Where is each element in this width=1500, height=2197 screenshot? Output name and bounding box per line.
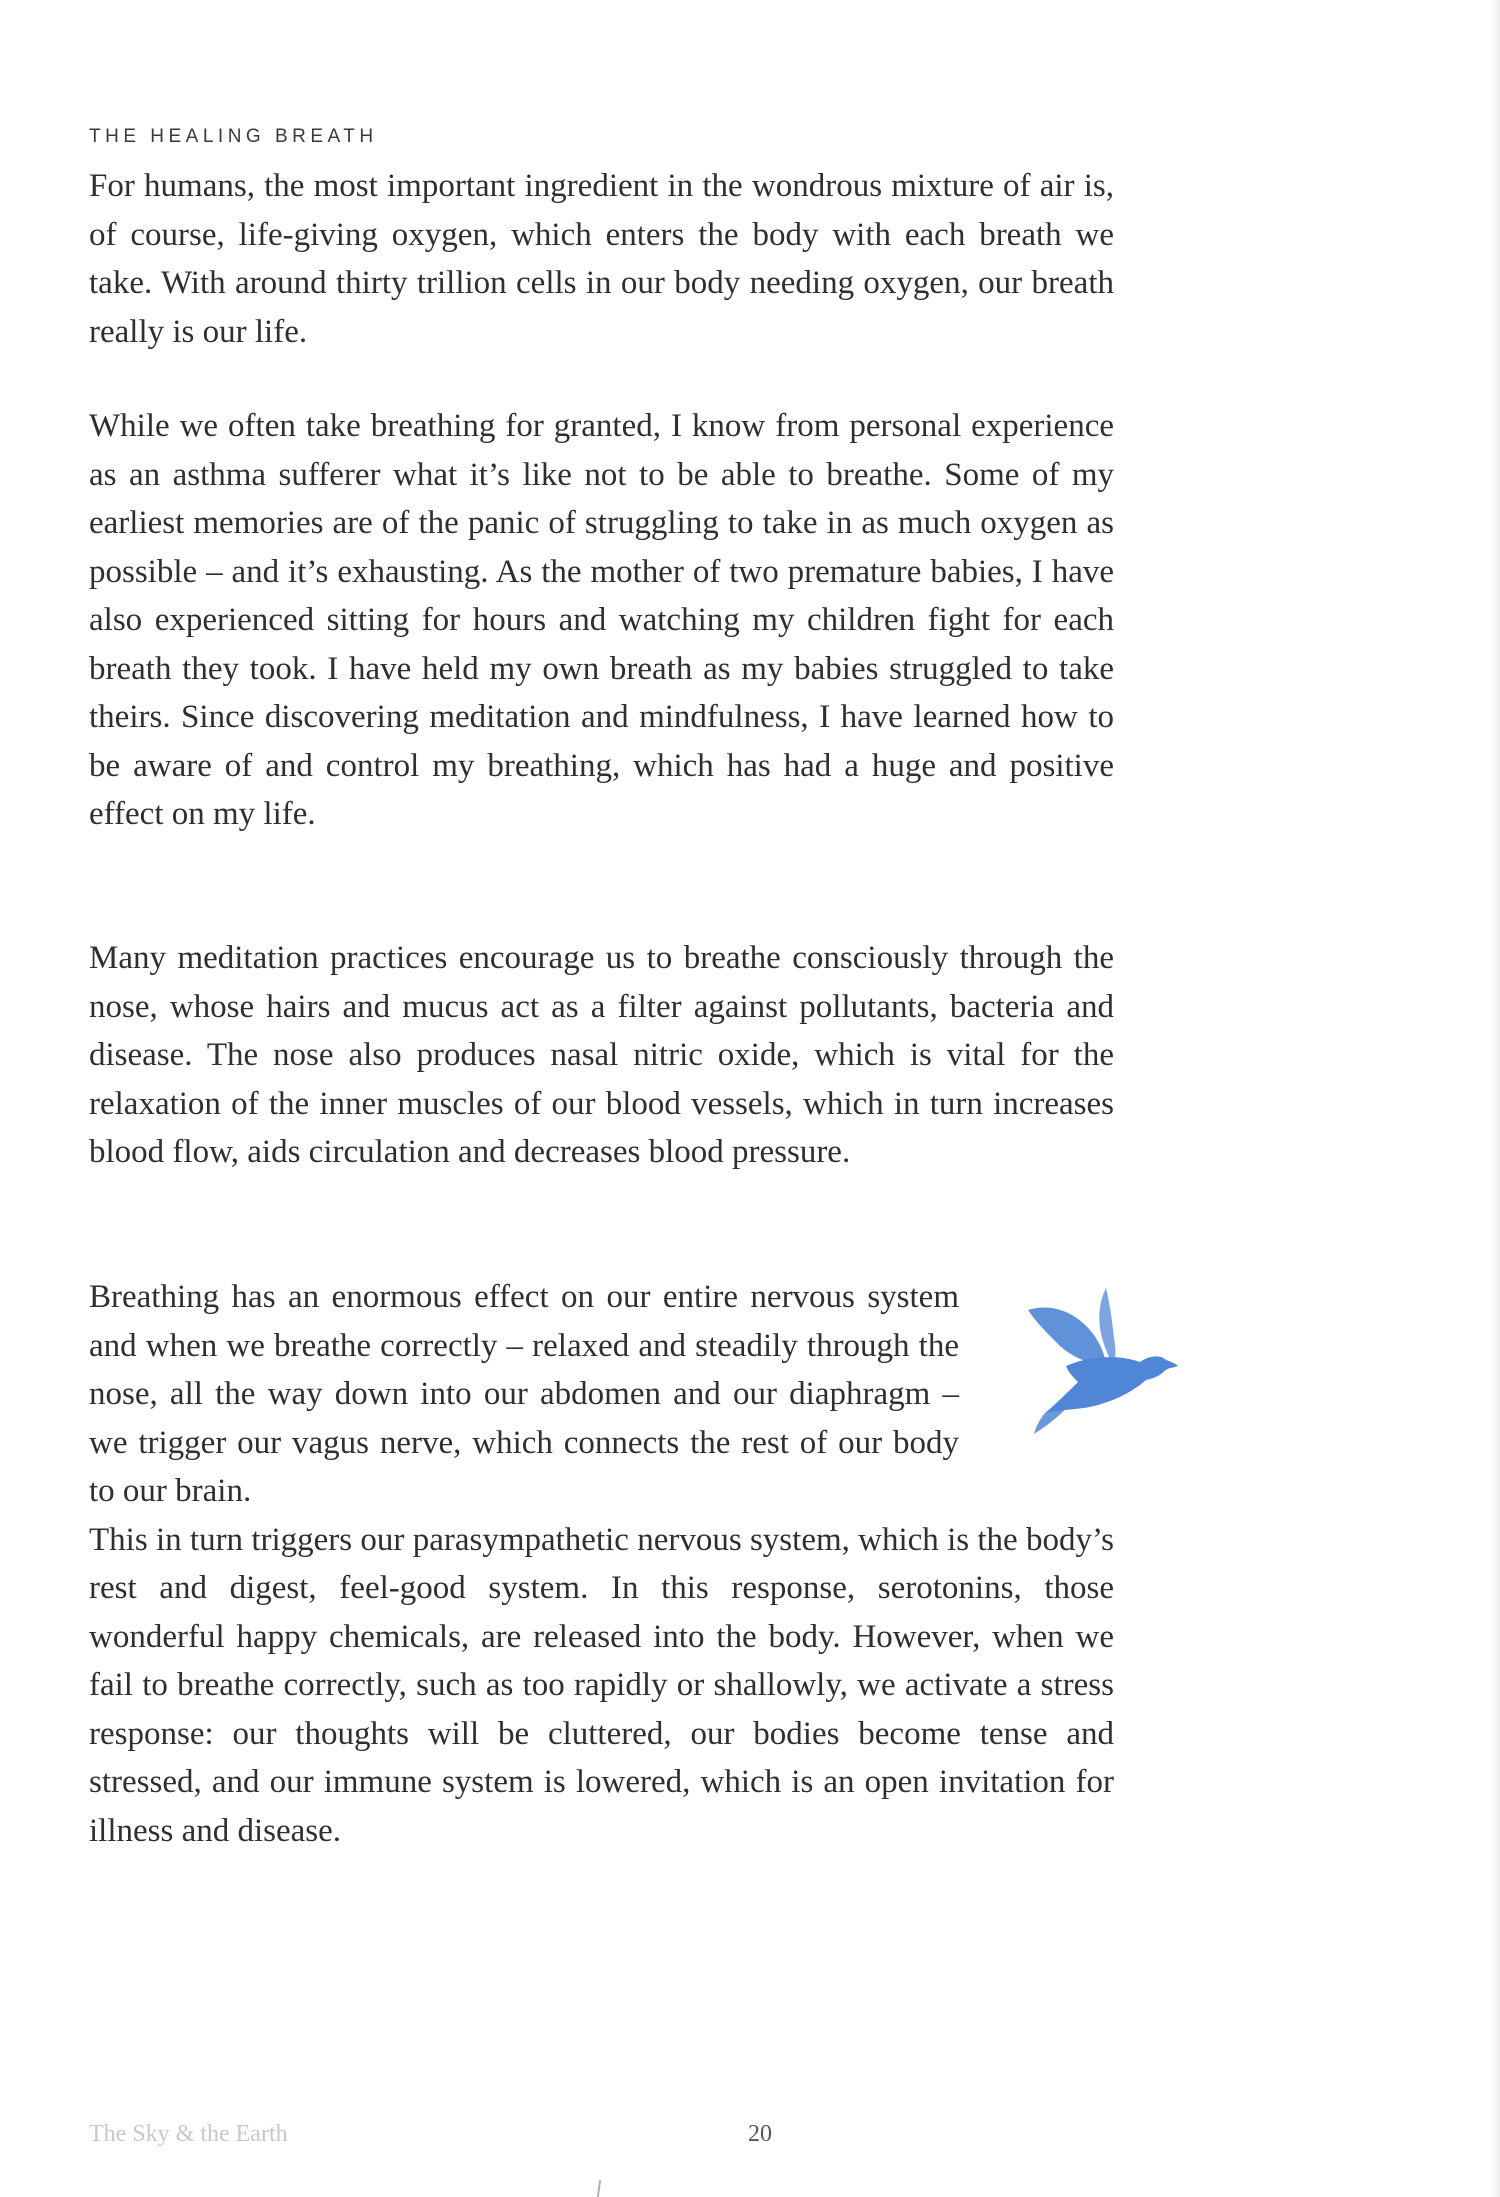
paragraph-nervous-system-full: This in turn triggers our parasympathetic nervous system, which is the body’s rest and digest, feel-good system. In this response, serotonins, those wonderful happy chemicals, are released into the body. However, when we fail to breathe correctly, such as too rapidly or shallowly, we activate a stress response: our thoughts will be cluttered, our bodies become tense and stressed, and our immune system is lowered, which is an open invitation for illness and disease. bbox=[89, 1521, 1114, 1849]
paragraph-nervous-system bbox=[89, 1273, 1114, 1855]
page-number: 20 bbox=[748, 2121, 772, 2147]
running-header: THE HEALING BREATH bbox=[89, 126, 378, 147]
paragraph-oxygen: For humans, the most important ingredient in the wondrous mixture of air is, of course, life-giving oxygen, which enters the body with each breath we take. With around thirty trillion cells in our body needing oxygen, our breath really is our life. bbox=[89, 168, 1114, 350]
paragraph-nose: Many meditation practices encourage us to breathe consciously through the nose, whose hairs and mucus act as a filter against pollutants, bacteria and disease. The nose also produces nasal nitric oxide, which is vital for the relaxation of the inner muscles of our blood vessels, which in turn increases blood flow, aids circulation and decreases blood pressure. bbox=[89, 940, 1114, 1170]
bird-icon bbox=[1018, 1286, 1178, 1436]
footer-book-title: The Sky & the Earth bbox=[89, 2121, 288, 2147]
page-edge-shadow bbox=[1490, 0, 1500, 2197]
binding-mark bbox=[597, 2180, 601, 2197]
paragraph-nervous-system-wrapped: Breathing has an enormous effect on our entire nervous system and when we breathe correctly – relaxed and steadily through the nose, all the way down into our abdomen and our diaphragm – we trigger our vagus nerve, which connects the rest of our body to our brain. bbox=[89, 1279, 959, 1509]
paragraph-asthma: While we often take breathing for granted, I know from personal experience as an asthma sufferer what it’s like not to be able to breathe. Some of my earliest memories are of the panic of struggling to take in as much oxygen as possible – and it’s exhausting. As the mother of two premature babies, I have also experienced sitting for hours and watching my children fight for each breath they took. I have held my own breath as my babies struggled to take theirs. Since discovering meditation and mindfulness, I have learned how to be aware of and control my breathing, which has had a huge and positive effect on my life. bbox=[89, 408, 1114, 832]
